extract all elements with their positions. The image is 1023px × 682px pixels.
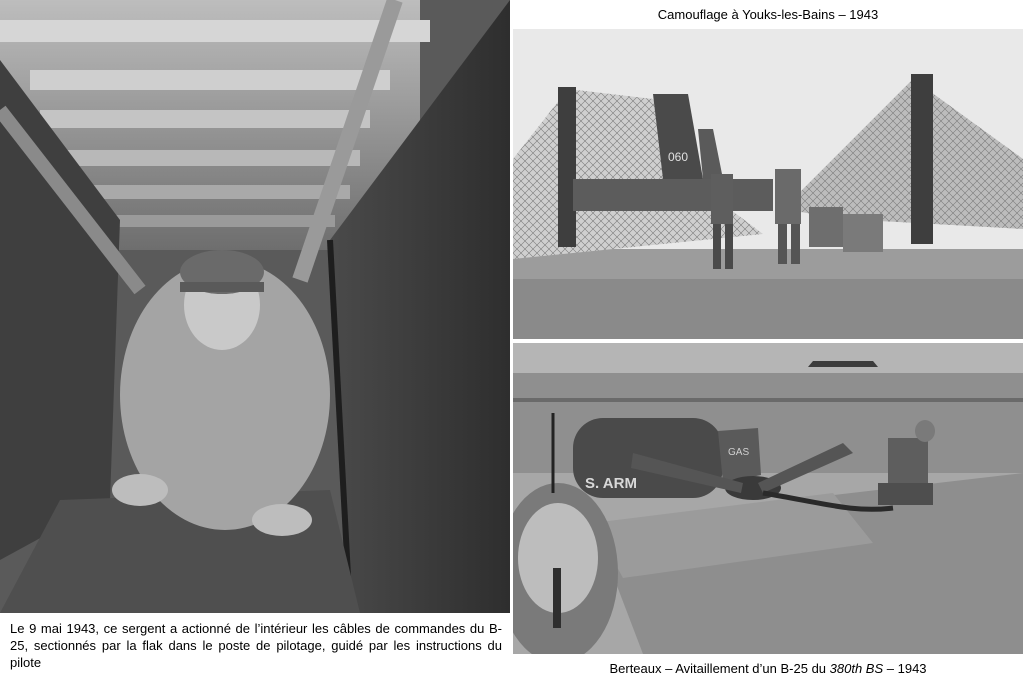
caption-refuelling (513, 660, 1023, 677)
photo-camouflage-nets (513, 29, 1023, 339)
fin-text: GAS (728, 447, 750, 458)
photo-sergeant-in-fuselage (0, 0, 510, 613)
photo-refuelling-b25 (513, 343, 1023, 654)
caption-camouflage: Camouflage à Youks-les-Bains – 1943 (657, 7, 879, 22)
caption-sergeant: Le 9 mai 1943, ce sergent a actionné de l’intérieur les câbles de commandes du B-25, sectionnés par la flak dans le poste de pilotage, guidé par les instructions du pilote (10, 621, 502, 670)
caption-refuelling-unit: 380th BS (829, 661, 884, 676)
fuselage-text: S. ARM (585, 475, 637, 492)
tail-number-text: 060 (668, 150, 689, 164)
caption-refuelling-post: – 1943 (883, 661, 927, 676)
caption-refuelling-pre: Berteaux – Avitaillement d’un B-25 du (609, 661, 830, 676)
